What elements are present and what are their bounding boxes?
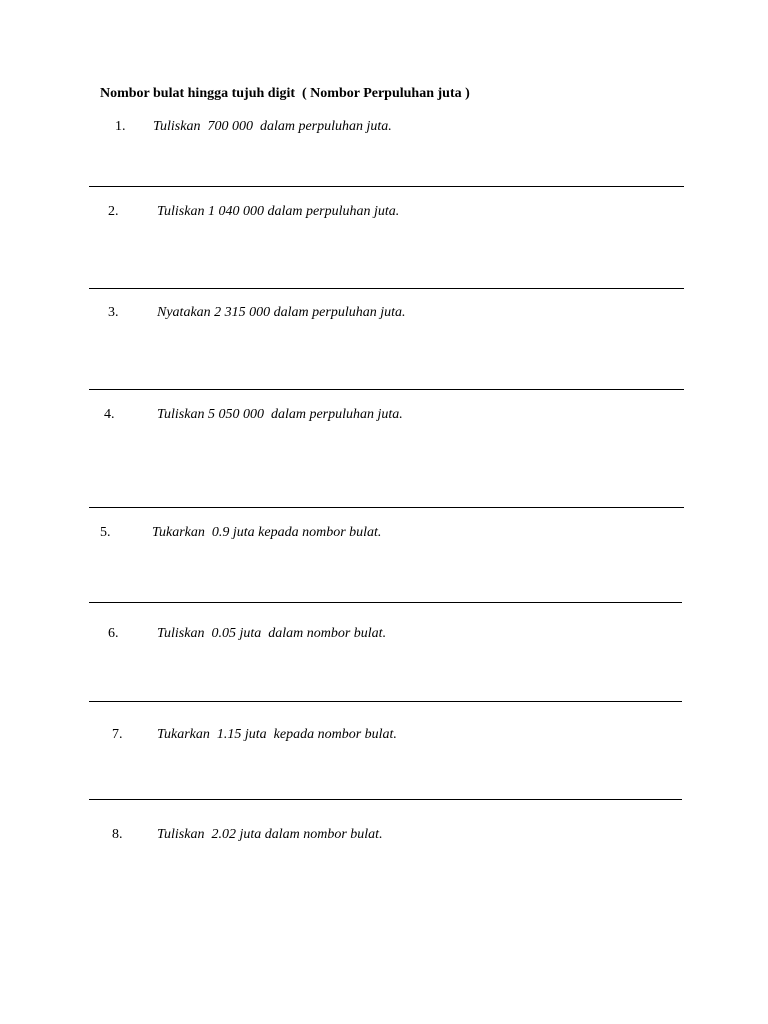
- worksheet-title: Nombor bulat hingga tujuh digit ( Nombor Perpuluhan juta ): [100, 86, 470, 101]
- question-number: 3.: [108, 305, 119, 320]
- question-number: 1.: [115, 119, 126, 134]
- answer-line: [89, 799, 682, 800]
- question-text: Nyatakan 2 315 000 dalam perpuluhan juta.: [157, 305, 406, 320]
- question-text: Tuliskan 1 040 000 dalam perpuluhan juta.: [157, 204, 400, 219]
- answer-line: [89, 186, 684, 187]
- answer-line: [89, 602, 682, 603]
- question-text: Tuliskan 2.02 juta dalam nombor bulat.: [157, 827, 383, 842]
- question-number: 4.: [104, 407, 115, 422]
- question-text: Tuliskan 0.05 juta dalam nombor bulat.: [157, 626, 387, 641]
- answer-line: [89, 701, 682, 702]
- answer-line: [89, 288, 684, 289]
- answer-line: [89, 507, 684, 508]
- question-text: Tuliskan 700 000 dalam perpuluhan juta.: [153, 119, 392, 134]
- question-number: 5.: [100, 525, 111, 540]
- question-number: 8.: [112, 827, 123, 842]
- question-text: Tukarkan 1.15 juta kepada nombor bulat.: [157, 727, 397, 742]
- question-number: 2.: [108, 204, 119, 219]
- question-number: 7.: [112, 727, 123, 742]
- question-text: Tukarkan 0.9 juta kepada nombor bulat.: [152, 525, 382, 540]
- question-number: 6.: [108, 626, 119, 641]
- answer-line: [89, 389, 684, 390]
- question-text: Tuliskan 5 050 000 dalam perpuluhan juta.: [157, 407, 403, 422]
